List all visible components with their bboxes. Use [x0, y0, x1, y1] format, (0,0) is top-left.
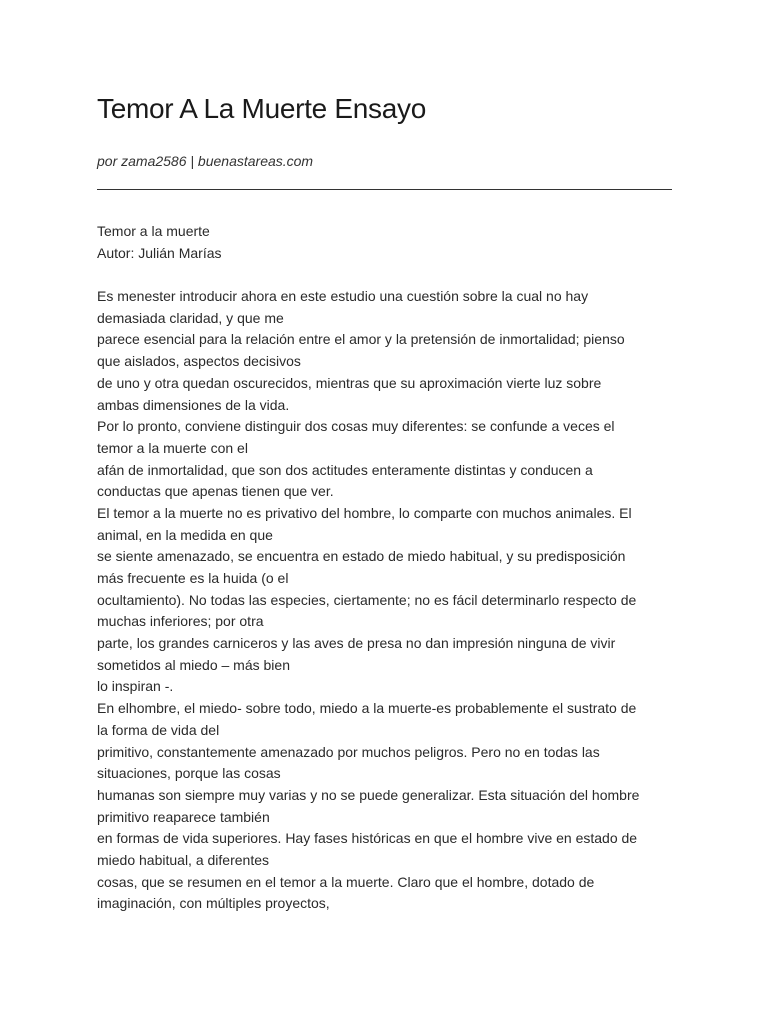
body-line: situaciones, porque las cosas	[97, 765, 281, 782]
body-line: en formas de vida superiores. Hay fases históricas en que el hombre vive en estado de	[97, 830, 638, 847]
body-line: se siente amenazado, se encuentra en estado de miedo habitual, y su predisposición	[97, 548, 626, 565]
subtitle-line: Temor a la muerte	[97, 223, 210, 239]
body-line: la forma de vida del	[97, 721, 220, 738]
body-line: Por lo pronto, conviene distinguir dos cosas muy diferentes: se confunde a veces el	[97, 418, 615, 435]
body-line: ocultamiento). No todas las especies, ciertamente; no es fácil determinarlo respecto de	[97, 591, 637, 608]
paragraph-gap	[97, 264, 673, 286]
header-divider	[97, 189, 672, 190]
body-line: parte, los grandes carniceros y las aves de presa no dan impresión ninguna de vivir	[97, 635, 616, 652]
body-line: miedo habitual, a diferentes	[97, 851, 269, 868]
body-line: demasiada claridad, y que me	[97, 309, 284, 326]
body-line: El temor a la muerte no es privativo del hombre, lo comparte con muchos animales. El	[97, 504, 632, 521]
body-line: Es menester introducir ahora en este estudio una cuestión sobre la cual no hay	[97, 288, 589, 305]
body-line: que aislados, aspectos decisivos	[97, 353, 301, 370]
document-title: Temor A La Muerte Ensayo	[97, 93, 426, 124]
body-line: primitivo, constantemente amenazado por muchos peligros. Pero no en todas las	[97, 743, 600, 760]
body-line: primitivo reaparece también	[97, 808, 270, 825]
body-line: animal, en la medida en que	[97, 526, 273, 543]
author-line: Autor: Julián Marías	[97, 244, 222, 261]
body-line: imaginación, con múltiples proyectos,	[97, 895, 330, 912]
body-line: conductas que apenas tienen que ver.	[97, 483, 334, 500]
body-line: temor a la muerte con el	[97, 439, 248, 456]
body-line: parece esencial para la relación entre el amor y la pretensión de inmortalidad; pienso	[97, 331, 625, 348]
body-line: de uno y otra quedan oscurecidos, mientras que su aproximación vierte luz sobre	[97, 374, 602, 391]
body-line: muchas inferiores; por otra	[97, 613, 264, 630]
body-line: En elhombre, el miedo- sobre todo, miedo a la muerte-es probablemente el sustrato de	[97, 700, 637, 717]
document-body	[97, 221, 673, 915]
body-line: más frecuente es la huida (o el	[97, 570, 289, 586]
body-line: humanas son siempre muy varias y no se puede generalizar. Esta situación del hombre	[97, 786, 640, 803]
body-line: lo inspiran -.	[97, 678, 174, 695]
body-line: afán de inmortalidad, que son dos actitudes enteramente distintas y conducen a	[97, 461, 593, 478]
body-line: ambas dimensiones de la vida.	[97, 396, 290, 413]
body-line: cosas, que se resumen en el temor a la muerte. Claro que el hombre, dotado de	[97, 873, 595, 890]
author-byline: por zama2586 | buenastareas.com	[97, 153, 314, 169]
body-line: sometidos al miedo – más bien	[97, 656, 290, 673]
